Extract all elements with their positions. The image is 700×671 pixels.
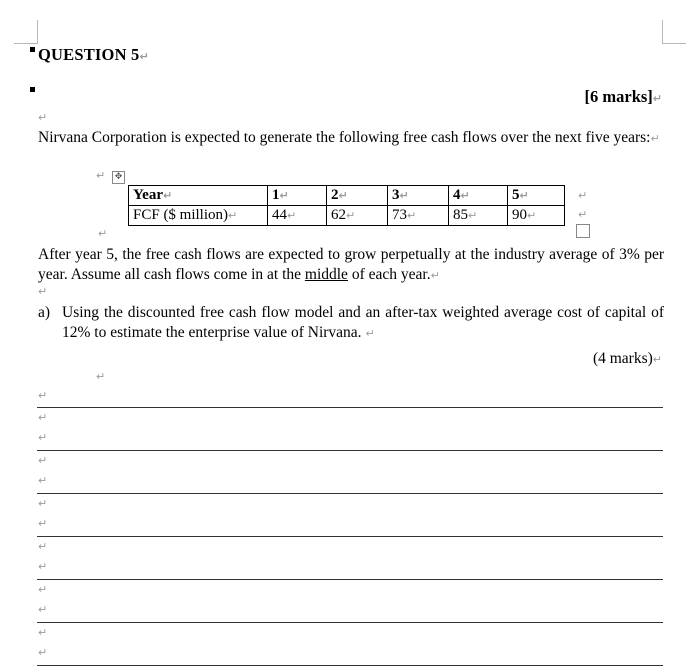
table-row-year (129, 186, 565, 206)
table-header-cell: Year↵ (129, 186, 268, 206)
paragraph-mark: ↵ (652, 92, 662, 105)
table-year-cell: 5↵ (508, 186, 565, 206)
table-year-cell: 4↵ (449, 186, 508, 206)
fcf-table (128, 185, 565, 226)
paragraph-mark: ↵ (38, 454, 48, 467)
answer-line (37, 493, 663, 494)
question-title (38, 45, 149, 65)
end-of-row-mark: ↵ (578, 208, 588, 221)
paragraph-mark: ↵ (650, 132, 660, 145)
growth-paragraph (38, 245, 664, 286)
crop-mark-top-right (662, 20, 663, 44)
paragraph-mark: ↵ (98, 227, 108, 240)
paragraph-mark: ↵ (652, 353, 662, 366)
growth-text-end: of each year. (347, 266, 431, 283)
paragraph-mark: ↵ (38, 111, 48, 124)
paragraph-mark: ↵ (38, 474, 48, 487)
end-of-row-mark: ↵ (578, 189, 588, 202)
part-a-text: Using the discounted free cash flow model and an after-tax weighted average cost of capital of 12% to estimate the enterprise value of Nirvana. (62, 304, 664, 341)
paragraph-mark: ↵ (365, 327, 375, 340)
table-row-fcf (129, 206, 565, 226)
paragraph-mark: ↵ (38, 411, 48, 424)
answer-line (37, 450, 663, 451)
crop-mark-top-left (37, 20, 38, 44)
question-title-text: QUESTION 5 (38, 45, 140, 64)
paragraph-mark: ↵ (38, 540, 48, 553)
table-header-cell: FCF ($ million)↵ (129, 206, 268, 226)
paragraph-mark: ↵ (38, 626, 48, 639)
paragraph-bullet (30, 47, 35, 52)
paragraph-bullet (30, 87, 35, 92)
table-fcf-cell: 90↵ (508, 206, 565, 226)
paragraph-mark: ↵ (38, 517, 48, 530)
paragraph-mark: ↵ (139, 50, 149, 63)
total-marks-text: [6 marks] (584, 87, 653, 106)
answer-line (37, 536, 663, 537)
answer-line (37, 579, 663, 580)
table-fcf-cell: 73↵ (388, 206, 449, 226)
paragraph-mark: ↵ (38, 389, 48, 402)
part-a (38, 303, 664, 344)
paragraph-mark: ↵ (38, 603, 48, 616)
paragraph-mark: ↵ (38, 285, 48, 298)
intro-paragraph (38, 128, 664, 149)
paragraph-mark: ↵ (430, 269, 440, 282)
answer-line (37, 622, 663, 623)
intro-text: Nirvana Corporation is expected to generate the following free cash flows over the next five years: (38, 129, 651, 146)
total-marks (585, 87, 663, 107)
table-year-cell: 3↵ (388, 186, 449, 206)
crop-mark-top-left (14, 43, 38, 44)
table-year-cell: 2↵ (327, 186, 388, 206)
table-resize-handle[interactable] (576, 224, 590, 238)
underlined-word: middle (304, 266, 348, 283)
table-fcf-cell: 85↵ (449, 206, 508, 226)
paragraph-mark: ↵ (96, 370, 106, 383)
paragraph-mark: ↵ (96, 169, 106, 182)
table-fcf-cell: 62↵ (327, 206, 388, 226)
paragraph-mark: ↵ (38, 560, 48, 573)
paragraph-mark: ↵ (38, 646, 48, 659)
table-move-handle-icon[interactable]: ✥ (112, 171, 125, 184)
crop-mark-top-right (662, 43, 686, 44)
paragraph-mark: ↵ (38, 497, 48, 510)
growth-text: After year 5, the free cash flows are expected to grow perpetually at the industry average of 3% per year. Assume all cash flows come in at the (38, 246, 664, 283)
part-a-label: a) (38, 304, 51, 321)
table-year-cell: 1↵ (268, 186, 327, 206)
table-fcf-cell: 44↵ (268, 206, 327, 226)
part-a-marks-text: (4 marks) (592, 350, 653, 367)
paragraph-mark: ↵ (38, 431, 48, 444)
paragraph-mark: ↵ (38, 583, 48, 596)
answer-line (37, 665, 663, 666)
part-a-marks (593, 350, 662, 368)
answer-line (37, 407, 663, 408)
